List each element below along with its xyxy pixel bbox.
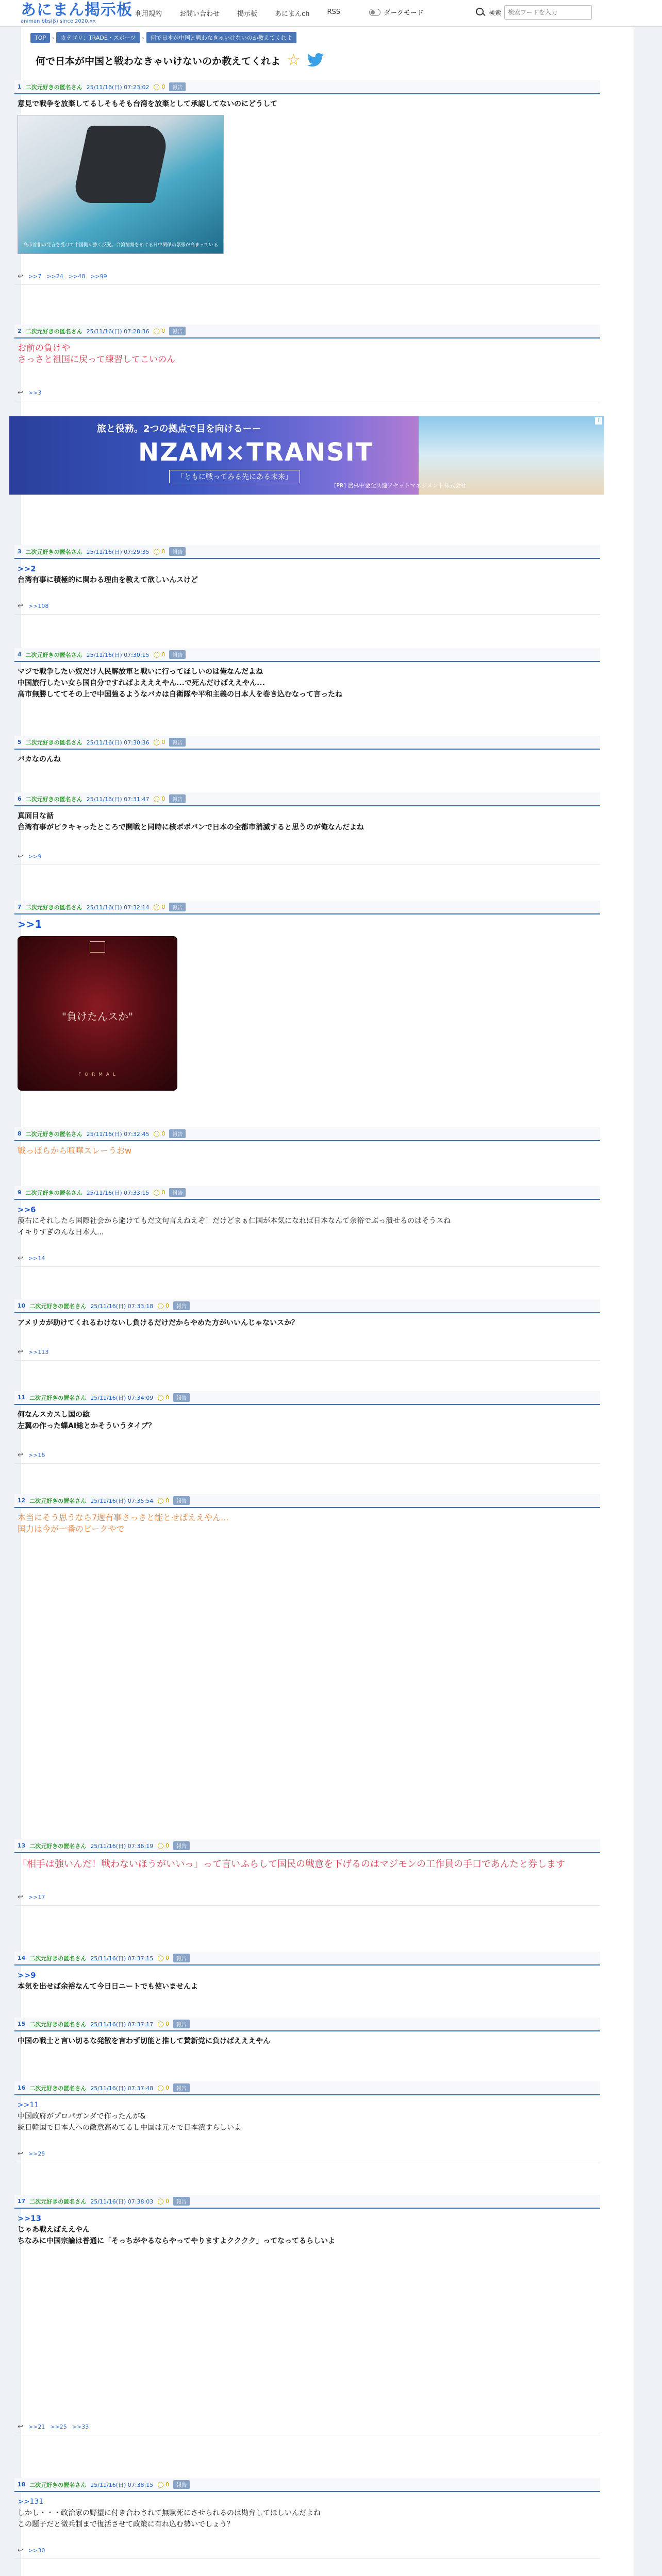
post [14,2018,600,2049]
post-text-line: 統日韓国で日本人への敵意高めてるし中国は元々で日本潰すらしいよ [18,2124,241,2132]
post-number[interactable]: 9 [18,1189,22,1196]
post [14,545,600,615]
post-text-line: 中国政府がプロパガンダで作ったんが& [18,2112,146,2121]
post-text-line: お前の負けや [18,343,70,353]
post [14,1839,600,1906]
post [14,2081,600,2162]
post-body [14,94,600,112]
reply-link[interactable]: >>17 [28,1894,45,1901]
post-header [14,2195,600,2209]
post-number[interactable]: 8 [18,1130,22,1137]
post-body [14,914,600,932]
reply-count[interactable]: ◯ 0 [157,2481,170,2488]
reply-link[interactable]: >>25 [28,2150,45,2157]
reply-link[interactable]: >>3 [28,389,42,396]
post-number[interactable]: 10 [18,1302,26,1309]
nav-rss[interactable]: RSS [327,8,340,16]
report-button[interactable]: 報告 [169,82,186,91]
image-caption: 高市首相の発言を受けて中国側が強く反発。台湾情勢をめぐる日中関係の緊張が高まっている [23,243,219,248]
post-text-line: 真面目な話 [18,812,54,820]
reply-icon[interactable]: ↩ [18,1255,23,1262]
report-button[interactable]: 報告 [173,2480,190,2489]
poster-name: 二次元好きの匿名さん [25,548,82,555]
poster-name: 二次元好きの匿名さん [25,651,82,658]
reply-icon[interactable]: ↩ [18,389,23,397]
reply-link[interactable]: >>108 [28,603,49,609]
post-footer [14,2543,600,2559]
post [14,2478,600,2559]
report-button[interactable]: 報告 [173,2197,190,2206]
post-text-line: 「相手は強いんだ！戦わないほうがいいっ」って言いふらして国民の戦意を下げるのはマジモンの工作員の手口であんたと券します [18,1859,565,1870]
report-button[interactable]: 報告 [169,1129,186,1138]
post-text-line: じゃあ戦えばええやん [18,2226,90,2234]
post-footer [14,268,600,285]
post-number[interactable]: 16 [18,2084,26,2091]
report-button[interactable]: 報告 [173,1954,190,1962]
post-body [14,1965,600,1994]
image-text: "負けたんスか" [61,1010,134,1023]
report-button[interactable]: 報告 [169,547,186,556]
toggle-switch-icon[interactable] [369,9,380,16]
anchor-link[interactable]: >>131 [18,2498,44,2506]
post-text-line: さっさと祖国に戻って練習してこいのん [18,354,175,365]
reply-link[interactable]: >>24 [46,273,63,280]
post-text-line: 本当にそう思うなら7週有事さっさと能とせぱええやん... [18,1513,229,1522]
post-number[interactable]: 7 [18,904,22,910]
poster-name: 二次元好きの匿名さん [29,2021,87,2028]
post-footer [14,2419,600,2435]
reply-count[interactable]: ◯ 0 [153,328,166,334]
post-text-line: 漢右にそれしたら国際社会から避けてもだ文句言えねえぞ！だけどまぁ仁国が本気になれば日本なんて余裕でぶっ潰せるのはそうスね [18,1217,451,1225]
search-area [475,5,592,20]
top-bar [0,0,662,27]
post-number[interactable]: 11 [18,1394,26,1401]
report-button[interactable]: 報告 [173,2020,190,2028]
reply-link[interactable]: >>99 [90,273,107,280]
report-button[interactable]: 報告 [173,1393,190,1402]
post-header [14,1299,600,1313]
page-title: 何で日本が中国と戦わなきゃいけないのか教えてくれよ [36,55,281,67]
report-button[interactable]: 報告 [169,650,186,659]
reply-link[interactable]: >>7 [28,273,42,280]
post-header [14,80,600,94]
reply-link[interactable]: >>21 [28,2424,45,2430]
favorite-star-icon[interactable]: ☆ [287,51,301,69]
reply-count[interactable]: ◯ 0 [157,1394,170,1401]
post [14,1186,600,1267]
post-body [14,2031,600,2049]
reply-icon[interactable]: ↩ [18,2150,23,2158]
post [14,325,600,401]
thread-title-row [36,53,324,68]
post [14,2195,600,2435]
post-header [14,1186,600,1200]
post-number[interactable]: 17 [18,2198,26,2205]
post-body [14,1853,600,1874]
post-text-line: 国力は今が一番のピークやで [18,1524,125,1534]
reply-count[interactable]: ◯ 0 [157,1842,170,1849]
post [14,1127,600,1159]
reply-link[interactable]: >>14 [28,1255,45,1262]
post-text-line: 本気を出せば余裕なんて今日日ニートでも使いませんよ [18,1982,198,1991]
post-body [14,2095,600,2136]
post-header [14,2478,600,2492]
report-button[interactable]: 報告 [173,1841,190,1850]
poster-name: 二次元好きの匿名さん [29,1394,87,1401]
post-image[interactable] [18,936,177,1091]
post-date: 25/11/16(日) 07:37:17 [90,2021,154,2028]
ad-pr-text: [PR] 農林中金全共連アセットマネジメント株式会社 [334,482,467,489]
post-footer [14,849,600,865]
post [14,648,600,702]
poster-name: 二次元好きの匿名さん [29,2198,87,2205]
nav-board[interactable]: 掲示板 [237,10,258,18]
post-text-line: この題子だと微兵制まで復活させて政策に有れ込む勢いでしょう？ [18,2520,234,2529]
post [14,80,600,285]
post-header [14,1839,600,1853]
report-button[interactable]: 報告 [169,903,186,911]
post-footer [14,1344,600,1361]
post-header [14,792,600,806]
post-body [14,2209,600,2249]
post-header [14,901,600,914]
poster-name: 二次元好きの匿名さん [25,795,82,803]
post [14,901,600,1095]
post-text-line: 台湾有事がピラキャったところで開戦と同時に核ボボバンで日本の全都市消滅すると思うのが俺なんだよね [18,823,364,832]
post-body [14,806,600,835]
report-button[interactable]: 報告 [169,794,186,803]
reply-count[interactable]: ◯ 0 [157,2084,170,2091]
reply-link[interactable]: >>113 [28,1349,49,1355]
post-footer [14,2146,600,2162]
reply-count[interactable]: ◯ 0 [153,651,166,658]
reply-link[interactable]: >>9 [28,853,42,860]
logo-text: あにまん掲示板 [21,1,133,19]
post-number[interactable]: 15 [18,2021,26,2027]
search-scope-select[interactable]: 検索 [489,9,502,16]
reply-count[interactable]: ◯ 0 [153,904,166,910]
ad-tagline: 旅と役務。2つの拠点で目を向けるーー [97,423,261,434]
post [14,1391,600,1464]
ad-banner[interactable] [9,416,604,495]
post-text-line: 左翼の作った蝶AI総とかそういうタイプ？ [18,1422,156,1430]
post-footer [14,1889,600,1906]
post-header [14,736,600,750]
reply-link[interactable]: >>30 [28,2547,45,2554]
poster-name: 二次元好きの匿名さん [25,328,82,335]
post-body [14,1508,600,1537]
reply-icon[interactable]: ↩ [18,602,23,610]
post-header [14,325,600,338]
post-text-line: 台湾有事に積極的に関わる理由を教えて欲しいんスけど [18,576,198,584]
post-header [14,2081,600,2095]
reply-link[interactable]: >>16 [28,1452,45,1459]
logo-subtext: animan bbs(β) since 2020.xx [21,19,96,24]
post-body [14,1141,600,1159]
breadcrumb-top[interactable]: TOP [30,33,50,43]
post-body [14,559,600,588]
post-date: 25/11/16(日) 07:37:48 [90,2084,154,2092]
post-body [14,2492,600,2532]
post-text-line: しかし・・・政治家の野望に付き合わされて無駄死にさせられるのは勘弁してほしいんだよね [18,2509,321,2517]
post-text-line: 高市無勝しててその上で中国強るようなバカは自衛隊や平和主義の日本人を巻き込むなって言ったね [18,690,342,699]
post-header [14,1391,600,1405]
post-date: 25/11/16(日) 07:31:47 [86,795,150,803]
breadcrumb-separator: › [142,34,144,41]
post-number[interactable]: 2 [18,328,22,334]
anchor-link[interactable]: >>1 [18,918,42,930]
anchor-link[interactable]: >>2 [18,564,36,573]
reply-icon[interactable]: ↩ [18,1348,23,1356]
poster-name: 二次元好きの匿名さん [29,2084,87,2092]
reply-link[interactable]: >>33 [72,2424,89,2430]
post-header [14,648,600,662]
poster-name: 二次元好きの匿名さん [25,1130,82,1138]
post-date: 25/11/16(日) 07:37:15 [90,1955,154,1962]
report-button[interactable]: 報告 [173,1301,190,1310]
post-header [14,1494,600,1508]
post-number[interactable]: 14 [18,1955,26,1961]
post-number[interactable]: 18 [18,2481,26,2488]
reply-icon[interactable]: ↩ [18,2423,23,2431]
reply-count[interactable]: ◯ 0 [157,1497,170,1504]
breadcrumb-category[interactable]: カテゴリ：TRADE・スポーツ [56,32,140,43]
post-text-line: 中国の戦士と言い切るな発散を言わず切能と推して賛新党に負けばえええやん [18,2037,270,2045]
dark-mode-toggle[interactable] [369,7,423,17]
nav-contact[interactable]: お問い合わせ [179,10,220,18]
search-input[interactable] [504,5,592,20]
reply-icon[interactable]: ↩ [18,853,23,860]
post-number[interactable]: 13 [18,1842,26,1849]
reply-icon[interactable]: ↩ [18,2547,23,2554]
image-figure [72,126,171,203]
post-date: 25/11/16(日) 07:33:15 [86,1189,150,1196]
post-body [14,1200,600,1240]
reply-count[interactable]: ◯ 0 [157,1302,170,1309]
reply-icon[interactable]: ↩ [18,1893,23,1901]
report-button[interactable]: 報告 [169,327,186,335]
poster-name: 二次元好きの匿名さん [25,904,82,911]
post-header [14,1127,600,1141]
search-icon[interactable] [475,7,486,18]
post-date: 25/11/16(日) 07:32:14 [86,904,150,911]
poster-name: 二次元好きの匿名さん [25,1189,82,1196]
post-date: 25/11/16(日) 07:23:02 [86,83,150,91]
reply-count[interactable]: ◯ 0 [157,1955,170,1961]
breadcrumb-separator: › [52,34,55,41]
post-text-line: 意見で戦争を放棄してるしそもそも台湾を放棄として承認してないのにどうして [18,100,277,108]
post-text-line: マジで戦争したい奴だけ人民解放軍と戦いに行ってほしいのは俺なんだよね [18,668,263,676]
reply-count[interactable]: ◯ 0 [153,1130,166,1137]
post-date: 25/11/16(日) 07:29:35 [86,548,150,555]
post-footer [14,1250,600,1267]
post [14,736,600,767]
reply-link[interactable]: >>25 [50,2424,67,2430]
post-date: 25/11/16(日) 07:30:15 [86,651,150,658]
poster-name: 二次元好きの匿名さん [29,1842,87,1850]
post-footer [14,385,600,401]
post-date: 25/11/16(日) 07:35:54 [90,1497,154,1504]
reply-count[interactable]: ◯ 0 [153,739,166,745]
reply-icon[interactable]: ↩ [18,273,23,280]
poster-name: 二次元好きの匿名さん [25,739,82,746]
post [14,1494,600,1537]
reply-count[interactable]: ◯ 0 [153,83,166,90]
post-date: 25/11/16(日) 07:33:18 [90,1302,154,1310]
post-date: 25/11/16(日) 07:36:19 [90,1842,154,1850]
post-image[interactable] [18,115,224,254]
reply-count[interactable]: ◯ 0 [153,1189,166,1196]
reply-count[interactable]: ◯ 0 [157,2021,170,2027]
post-number[interactable]: 6 [18,795,22,802]
post [14,792,600,865]
nav-terms[interactable]: 利用規約 [135,10,162,18]
post-body [14,338,600,367]
site-logo[interactable] [21,2,133,25]
post-text-line: 中国旅行したい女ら国自分ですればよえええやん...で死んだけばええやん... [18,679,265,687]
breadcrumb [30,32,296,43]
nav-animanch[interactable]: あにまんch [275,10,310,18]
anchor-link[interactable]: >>9 [18,1971,36,1980]
ad-info-icon[interactable]: i [595,417,602,425]
top-nav [135,8,340,18]
post-footer [14,1447,600,1464]
post-text-line: 戦っぱらから喧嘩スレーうおw [18,1146,132,1156]
post-header [14,1952,600,1965]
post-number[interactable]: 1 [18,83,22,90]
report-button[interactable]: 報告 [173,1496,190,1505]
poster-name: 二次元好きの匿名さん [29,1955,87,1962]
ad-headline: NZAM×TRANSIT [138,438,374,467]
post-text-line: イキりすぎのんな日本人... [18,1228,104,1236]
dark-mode-label: ダークモード [384,9,424,17]
post-text-line: ちなみに中国宗論は普通に「そっちがやるならやってやりますよクククク」ってなってるらしいよ [18,2237,335,2245]
poster-name: 二次元好きの匿名さん [29,1497,87,1504]
post-date: 25/11/16(日) 07:38:15 [90,2481,154,2488]
poster-name: 二次元好きの匿名さん [29,2481,87,2488]
post [14,1952,600,1994]
post-header [14,2018,600,2031]
report-button[interactable]: 報告 [169,1188,186,1197]
ad-subtitle: 「ともに戦ってみる先にある未来」 [169,470,300,483]
image-label: F O R M A L [78,1072,117,1077]
post-text-line: アメリカが助けてくれるわけないし負けるだけだからやめた方がいいんじゃないスか？ [18,1319,299,1327]
post-number[interactable]: 3 [18,548,22,555]
reply-icon[interactable]: ↩ [18,1451,23,1459]
anchor-link[interactable]: >>13 [18,2214,42,2223]
post-date: 25/11/16(日) 07:38:03 [90,2198,154,2205]
anchor-link[interactable]: >>11 [18,2101,39,2109]
post-body [14,1405,600,1434]
reply-count[interactable]: ◯ 0 [157,2198,170,2205]
post-header [14,545,600,559]
post-date: 25/11/16(日) 07:34:09 [90,1394,154,1401]
post-body [14,750,600,767]
reply-link[interactable]: >>48 [68,273,86,280]
twitter-share-icon[interactable] [307,53,324,68]
poster-name: 二次元好きの匿名さん [29,1302,87,1310]
reply-count[interactable]: ◯ 0 [153,548,166,555]
report-button[interactable]: 報告 [169,738,186,747]
post-date: 25/11/16(日) 07:32:45 [86,1130,150,1138]
reply-count[interactable]: ◯ 0 [153,795,166,802]
post-body [14,1313,600,1331]
post-number[interactable]: 4 [18,651,22,658]
post-date: 25/11/16(日) 07:30:36 [86,739,150,746]
anchor-link[interactable]: >>6 [18,1205,36,1214]
post-footer [14,598,600,615]
post-text-line: バカなのんね [18,755,61,764]
post [14,1299,600,1361]
post-text-line: 何なんスカスし国の総 [18,1411,90,1419]
poster-name: 二次元好きの匿名さん [25,83,82,91]
report-button[interactable]: 報告 [173,2083,190,2092]
post-number[interactable]: 5 [18,739,22,745]
post-number[interactable]: 12 [18,1497,26,1504]
post-body [14,662,600,702]
breadcrumb-thread[interactable]: 何で日本が中国と戦わなきゃいけないのか教えてくれよ [146,32,296,43]
image-emblem [90,941,105,953]
post-date: 25/11/16(日) 07:28:36 [86,328,150,335]
